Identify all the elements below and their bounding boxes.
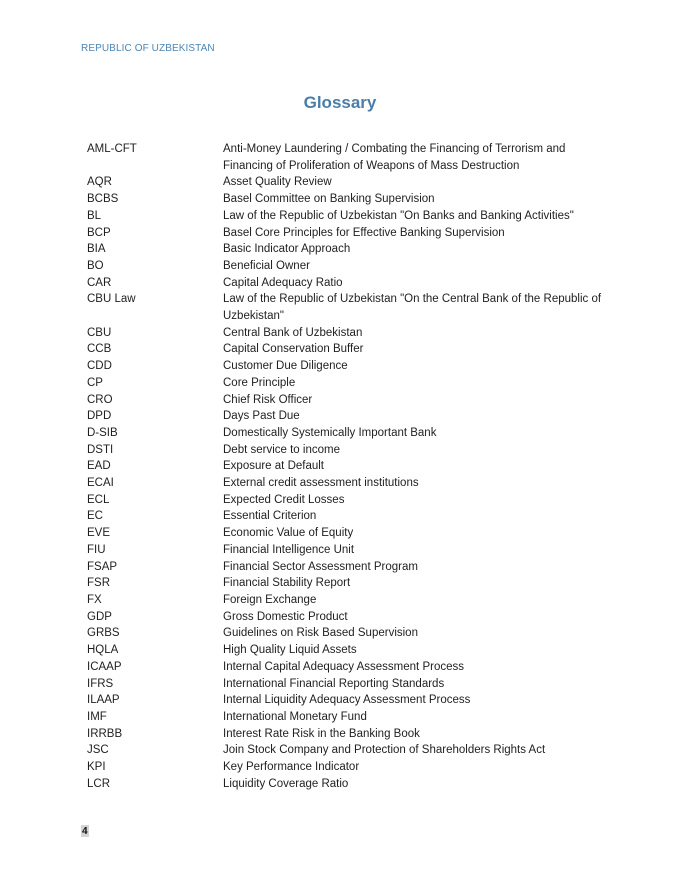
glossary-definition: Internal Liquidity Adequacy Assessment Process <box>223 694 471 707</box>
glossary-definition: Core Principle <box>223 376 296 389</box>
glossary-abbreviation: CBU Law <box>87 293 136 306</box>
glossary-entry <box>87 559 607 576</box>
glossary-abbreviation: BL <box>87 209 102 222</box>
glossary-abbreviation: DSTI <box>87 443 114 456</box>
glossary-definition: Chief Risk Officer <box>223 393 313 406</box>
glossary-abbreviation: BIA <box>87 243 106 256</box>
glossary-definition: Financial Stability Report <box>223 577 351 590</box>
glossary-entry <box>87 659 607 676</box>
glossary-entry <box>87 225 607 242</box>
glossary-definition: Basic Indicator Approach <box>223 243 351 256</box>
glossary-abbreviation: BCP <box>87 226 111 239</box>
glossary-abbreviation: CDD <box>87 360 112 373</box>
glossary-definition: Anti-Money Laundering / Combating the Financing of Terrorism and Financing of Proliferation of Weapons of Mass Destruction <box>223 143 566 172</box>
glossary-definition: High Quality Liquid Assets <box>223 644 357 657</box>
glossary-definition: Essential Criterion <box>223 510 317 523</box>
glossary-entry <box>87 191 607 208</box>
glossary-definition: Financial Sector Assessment Program <box>223 560 418 573</box>
glossary-entry <box>87 759 607 776</box>
glossary-definition: Domestically Systemically Important Bank <box>223 426 437 439</box>
glossary-entry <box>87 709 607 726</box>
glossary-abbreviation: EAD <box>87 460 111 473</box>
glossary-definition: Capital Conservation Buffer <box>223 343 364 356</box>
glossary-entry <box>87 475 607 492</box>
glossary-definition: External credit assessment institutions <box>223 477 419 490</box>
glossary-definition: Exposure at Default <box>223 460 325 473</box>
glossary-definition: Customer Due Diligence <box>223 360 348 373</box>
glossary-definition: Liquidity Coverage Ratio <box>223 777 349 790</box>
glossary-definition: Financial Intelligence Unit <box>223 543 355 556</box>
glossary-definition: Economic Value of Equity <box>223 527 354 540</box>
glossary-entry <box>87 592 607 609</box>
glossary-abbreviation: BO <box>87 259 104 272</box>
glossary-abbreviation: FX <box>87 593 102 606</box>
glossary-definition: Key Performance Indicator <box>223 761 360 774</box>
glossary-entry <box>87 492 607 509</box>
glossary-entry <box>87 742 607 759</box>
glossary-abbreviation: IMF <box>87 710 107 723</box>
glossary-definition: Foreign Exchange <box>223 593 317 606</box>
glossary-abbreviation: DPD <box>87 410 112 423</box>
glossary-definition: Expected Credit Losses <box>223 493 345 506</box>
glossary-entry <box>87 776 607 793</box>
glossary-definition: Basel Committee on Banking Supervision <box>223 193 435 206</box>
glossary-entry <box>87 458 607 475</box>
glossary-definition: Asset Quality Review <box>223 176 332 189</box>
glossary-abbreviation: AQR <box>87 176 112 189</box>
glossary-abbreviation: EC <box>87 510 103 523</box>
glossary-entry <box>87 291 607 324</box>
glossary-entry <box>87 625 607 642</box>
glossary-entry <box>87 676 607 693</box>
glossary-entry <box>87 375 607 392</box>
glossary-entry <box>87 442 607 459</box>
glossary-definition: Capital Adequacy Ratio <box>223 276 343 289</box>
glossary-abbreviation: BCBS <box>87 193 119 206</box>
glossary-definition: Days Past Due <box>223 410 300 423</box>
glossary-abbreviation: CRO <box>87 393 113 406</box>
glossary-abbreviation: D-SIB <box>87 426 118 439</box>
glossary-abbreviation: CAR <box>87 276 112 289</box>
glossary-abbreviation: CP <box>87 376 103 389</box>
glossary-entry <box>87 609 607 626</box>
glossary-definition: Join Stock Company and Protection of Shareholders Rights Act <box>223 744 546 757</box>
glossary-definition: International Financial Reporting Standards <box>223 677 445 690</box>
glossary-entry <box>87 341 607 358</box>
glossary-entry <box>87 542 607 559</box>
glossary-entry <box>87 174 607 191</box>
glossary-abbreviation: ILAAP <box>87 694 120 707</box>
glossary-definition: International Monetary Fund <box>223 710 367 723</box>
glossary-entry <box>87 392 607 409</box>
running-header: REPUBLIC OF UZBEKISTAN <box>81 43 215 54</box>
glossary-entry <box>87 358 607 375</box>
glossary-list <box>87 141 607 792</box>
glossary-entry <box>87 525 607 542</box>
glossary-definition: Law of the Republic of Uzbekistan "On Banks and Banking Activities" <box>223 209 574 222</box>
glossary-abbreviation: JSC <box>87 744 109 757</box>
glossary-entry <box>87 141 607 174</box>
glossary-abbreviation: ECL <box>87 493 110 506</box>
glossary-entry <box>87 408 607 425</box>
glossary-definition: Basel Core Principles for Effective Banking Supervision <box>223 226 505 239</box>
glossary-entry <box>87 508 607 525</box>
glossary-abbreviation: FIU <box>87 543 106 556</box>
glossary-entry <box>87 208 607 225</box>
glossary-definition: Guidelines on Risk Based Supervision <box>223 627 418 640</box>
glossary-abbreviation: IRRBB <box>87 727 123 740</box>
glossary-definition: Gross Domestic Product <box>223 610 348 623</box>
glossary-abbreviation: FSAP <box>87 560 118 573</box>
glossary-definition: Central Bank of Uzbekistan <box>223 326 363 339</box>
glossary-abbreviation: CBU <box>87 326 112 339</box>
glossary-abbreviation: GDP <box>87 610 112 623</box>
glossary-abbreviation: ECAI <box>87 477 114 490</box>
glossary-entry <box>87 258 607 275</box>
glossary-entry <box>87 575 607 592</box>
glossary-abbreviation: EVE <box>87 527 111 540</box>
glossary-entry <box>87 692 607 709</box>
page-title: Glossary <box>303 93 377 112</box>
glossary-entry <box>87 425 607 442</box>
glossary-abbreviation: CCB <box>87 343 112 356</box>
glossary-abbreviation: ICAAP <box>87 660 122 673</box>
glossary-definition: Internal Capital Adequacy Assessment Process <box>223 660 464 673</box>
glossary-definition: Debt service to income <box>223 443 340 456</box>
glossary-abbreviation: KPI <box>87 761 106 774</box>
page-number: 4 <box>82 826 88 837</box>
glossary-abbreviation: FSR <box>87 577 110 590</box>
glossary-entry <box>87 642 607 659</box>
glossary-entry <box>87 325 607 342</box>
glossary-entry <box>87 241 607 258</box>
glossary-abbreviation: IFRS <box>87 677 114 690</box>
glossary-definition: Beneficial Owner <box>223 259 310 272</box>
glossary-abbreviation: GRBS <box>87 627 120 640</box>
glossary-definition: Interest Rate Risk in the Banking Book <box>223 727 420 740</box>
glossary-abbreviation: LCR <box>87 777 111 790</box>
glossary-definition: Law of the Republic of Uzbekistan "On the Central Bank of the Republic of Uzbekistan" <box>223 293 602 323</box>
glossary-abbreviation: AML-CFT <box>87 143 137 155</box>
glossary-entry <box>87 726 607 743</box>
glossary-abbreviation: HQLA <box>87 644 119 657</box>
glossary-entry <box>87 275 607 292</box>
